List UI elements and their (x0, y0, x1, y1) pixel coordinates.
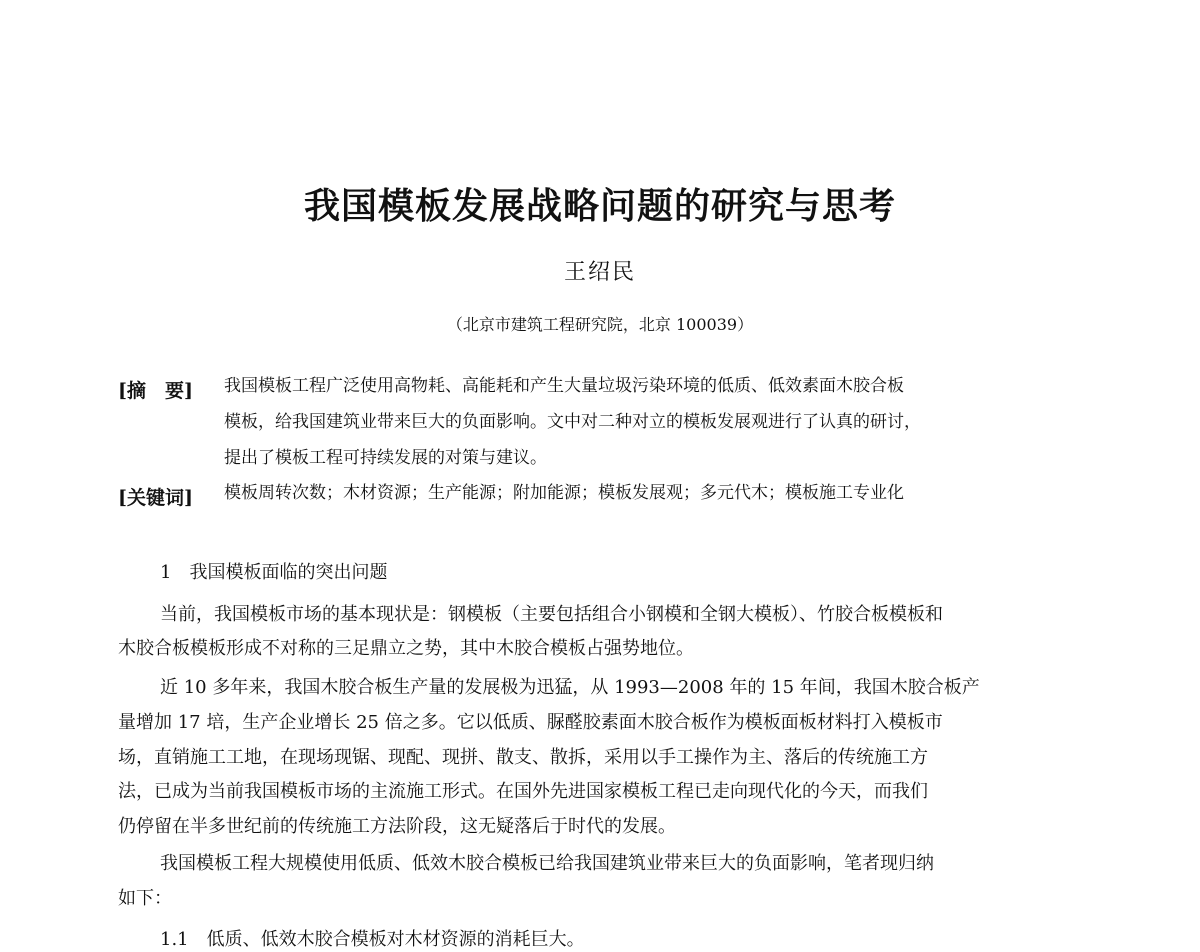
keywords-label: [关键词] (118, 487, 193, 509)
paragraph-line: 近 10 多年来，我国木胶合板生产量的发展极为迅猛，从 1993—2008 年的 15 年间，我国木胶合板产 (160, 677, 980, 698)
paragraph-line: 法，已成为当前我国模板市场的主流施工形式。在国外先进国家模板工程已走向现代化的今天，而我们 (118, 781, 928, 802)
abstract-line-3: 提出了模板工程可持续发展的对策与建议。 (224, 448, 547, 468)
paper-title: 我国模板发展战略问题的研究与思考 (303, 185, 896, 227)
author-name: 王绍民 (563, 260, 636, 285)
paragraph-line: 木胶合板模板形成不对称的三足鼎立之势，其中木胶合模板占强势地位。 (118, 638, 694, 659)
abstract-line-2: 模板，给我国建筑业带来巨大的负面影响。文中对二种对立的模板发展观进行了认真的研讨， (224, 412, 921, 432)
keywords-text: 模板周转次数；木材资源；生产能源；附加能源；模板发展观；多元代木；模板施工专业化 (224, 483, 904, 503)
abstract-label: [摘 要] (118, 380, 193, 402)
paragraph-line: 仍停留在半多世纪前的传统施工方法阶段，这无疑落后于时代的发展。 (118, 816, 676, 837)
abstract-line-1: 我国模板工程广泛使用高物耗、高能耗和产生大量垃圾污染环境的低质、低效素面木胶合板 (224, 376, 904, 396)
paragraph-line: 当前，我国模板市场的基本现状是：钢模板（主要包括组合小钢模和全钢大模板）、竹胶合板模板和 (160, 604, 943, 625)
paragraph-line: 场，直销施工工地，在现场现锯、现配、现拼、散支、散拆，采用以手工操作为主、落后的传统施工方 (118, 747, 928, 768)
subsection-heading: 1.1 低质、低效木胶合模板对木材资源的消耗巨大。 (160, 929, 585, 950)
paragraph-line: 量增加 17 培，生产企业增长 25 倍之多。它以低质、脲醛胶素面木胶合板作为模板面板材料打入模板市 (118, 712, 943, 733)
paragraph-line: 我国模板工程大规模使用低质、低效木胶合模板已给我国建筑业带来巨大的负面影响，笔者现归纳 (160, 853, 934, 874)
paragraph-line: 如下： (118, 888, 172, 909)
author-affiliation: （北京市建筑工程研究院，北京 100039） (446, 315, 754, 334)
section-heading: 1 我国模板面临的突出问题 (160, 562, 388, 583)
